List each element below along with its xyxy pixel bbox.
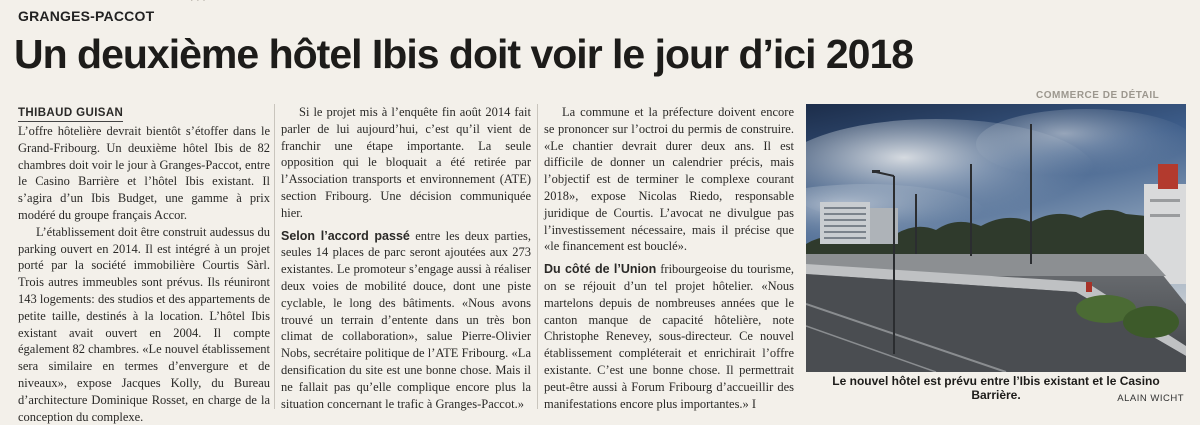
byline: THIBAUD GUISAN [18, 106, 123, 122]
adjacent-text-fragment: · · · [190, 0, 206, 7]
article-column-1 [18, 104, 270, 425]
column-divider [537, 104, 538, 409]
article-column-2 [281, 104, 531, 412]
paragraph: La commune et la préfecture doivent encore se prononcer sur l’octroi du permis de construire. «Le chantier devrait durer deux ans. Il est difficile de donner un calendrier précis, mais l’objectif est de terminer le complexe courant 2018», expose Nicolas Riedo, responsable juridique de Courtis. L’avocat ne divulgue pas l’investissement nécessaire, mais il précise que «le financement est bouclé». [544, 105, 794, 254]
paragraph-lead: Du côté de l’Union [544, 262, 657, 277]
adjacent-section-heading: COMMERCE DE DÉTAIL [1036, 90, 1160, 101]
headline: Un deuxième hôtel Ibis doit voir le jour d’ici 2018 [14, 31, 914, 77]
paragraph-body: fribourgeoise du tourisme, on se réjouit d’un tel projet hôtelier. «Nous martelons depuis de nombreuses années que le canton manque de capacité hôtelière, note Christophe Renevey, sous-directeur. Ce nouvel établissement compléterait et enrichirait l’offre existante. C’est une bonne chose. Il permettrait peut-être aussi à Forum Fribourg d’accueillir des manifestations encore plus importantes.» I [544, 262, 794, 411]
hotel-site-photo [806, 104, 1186, 372]
article-column-3 [544, 104, 794, 412]
paragraph: L’établissement doit être construit audessus du parking ouvert en 2014. Il est intégré à un projet porté par la société immobilière Courtis Sàrl. Trois autres immeubles sont prévus. Ils réuniront 143 logements: des studios et des appartements de petite taille, destinés à la location. L’hôtel Ibis existant avait ouvert en 2004. Il compte également 82 chambres. «Le nouvel établissement sera similaire en termes d’envergure et de niveaux», expose Jacques Kolly, du Bureau d’architecture Dominique Rosset, en charge de la conception du complexe. [18, 224, 270, 424]
column-divider [274, 104, 275, 409]
paragraph-lead: Selon l’accord passé [281, 228, 410, 243]
photo-credit: ALAIN WICHT [1117, 393, 1184, 404]
paragraph: Si le projet mis à l’enquête fin août 2014 fait parler de lui aujourd’hui, c’est qu’il vient de franchir une étape importante. La seule opposition qui le bloquait a été retirée par l’Association transports et environnement (ATE) section Fribourg. Une décision communiquée hier. [281, 105, 531, 220]
paragraph [544, 261, 794, 412]
paragraph-body: entre les deux parties, seules 14 places de parc seront ajoutées aux 273 existantes. Le promoteur s’engage aussi à réaliser deux voies de mobilité douce, dont une piste cyclable, le long des bâtiments. «Nous avons trouvé un terrain d’entente dans un très bon climat de collaboration», salue Pierre-Olivier Nobs, secrétaire politique de l’ATE Fribourg. «La densification du site est une bonne chose. Mais il ne fallait pas qu’elle complique encore plus la situation concernant le trafic à Granges-Paccot.» [281, 228, 532, 411]
section-kicker: GRANGES-PACCOT [18, 8, 155, 24]
paragraph: L’offre hôtelière devrait bientôt s’étoffer dans le Grand-Fribourg. Un deuxième hôtel Ibis de 82 chambres doit voir le jour à Granges-Paccot, entre le Casino Barrière et l’hôtel Ibis existant. Il s’agira d’un Ibis Budget, une gamme à prix modéré du groupe français Accor. [18, 124, 270, 222]
paragraph [281, 228, 531, 413]
article-photo [806, 104, 1186, 372]
photo-caption: Le nouvel hôtel est prévu entre l’Ibis existant et le Casino Barrière. [832, 374, 1160, 402]
